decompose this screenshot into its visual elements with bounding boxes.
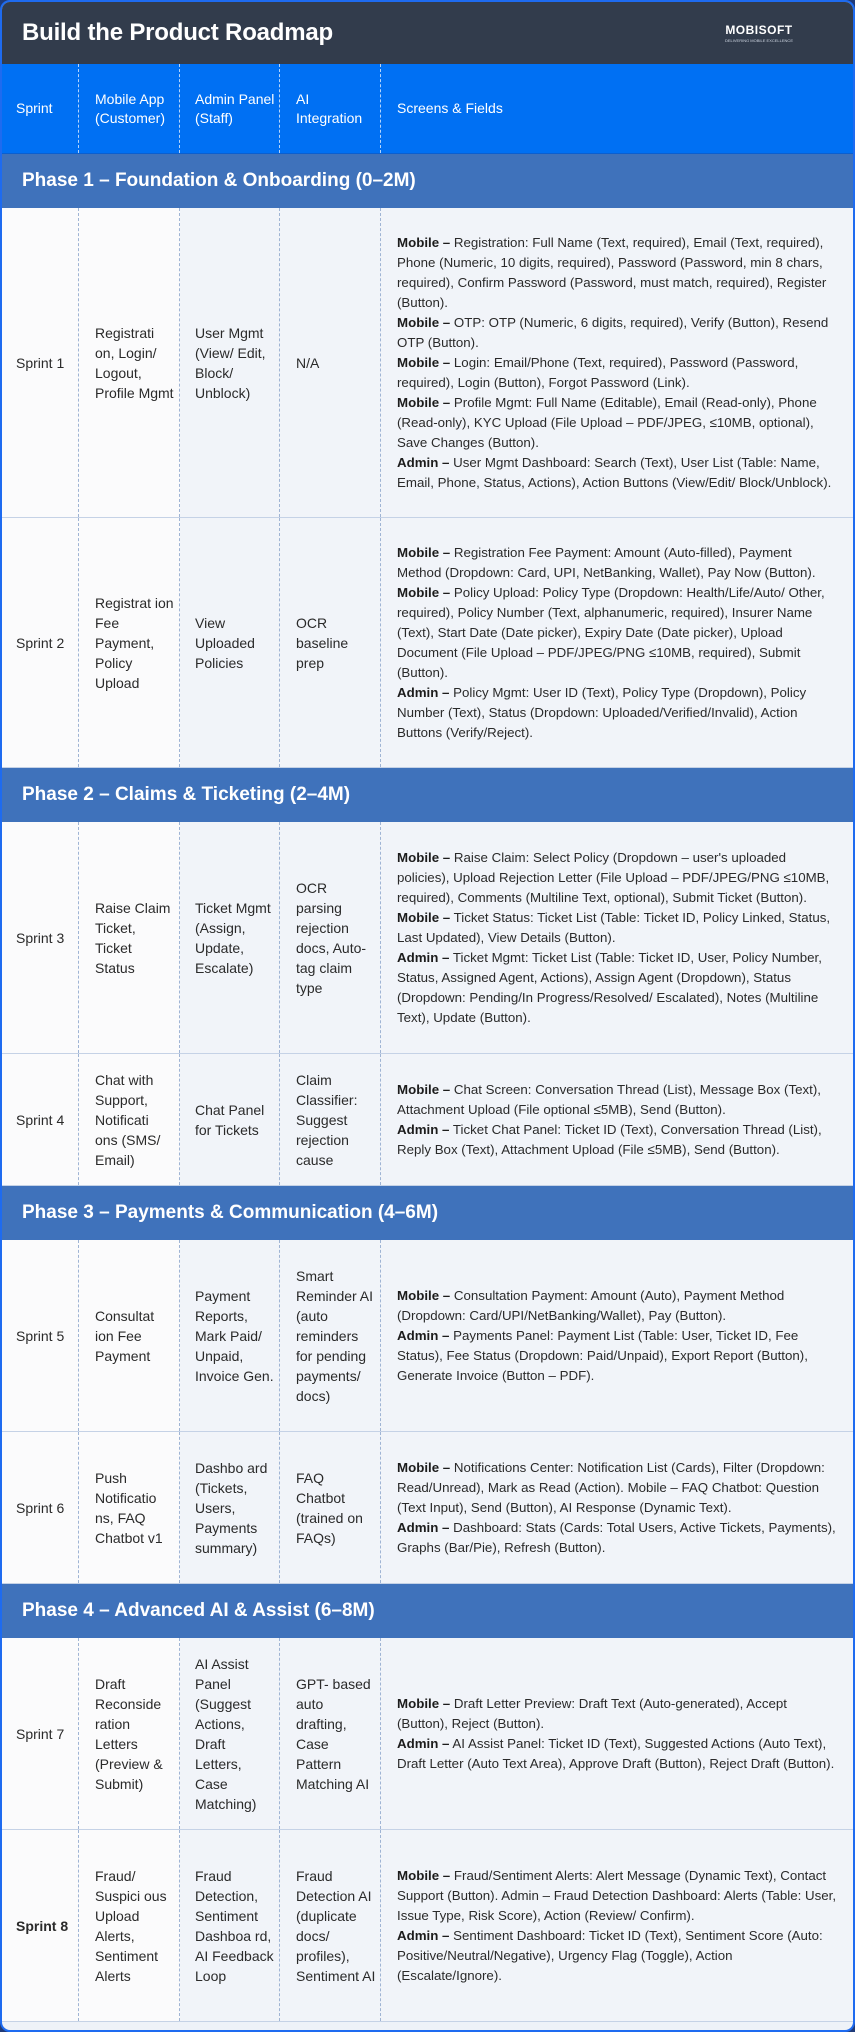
sprint-cell: [2, 518, 79, 767]
screen-spec-platform: Mobile –: [397, 394, 451, 410]
mobile-app-cell: [79, 1432, 180, 1583]
screen-spec-platform: Admin –: [397, 1519, 450, 1535]
screen-spec: [397, 1734, 839, 1774]
screen-spec-details: Draft Letter Preview: Draft Text (Auto-generated), Accept (Button), Reject (Button).: [397, 1695, 787, 1731]
sprint-cell: [2, 1638, 79, 1829]
screens-fields-cell: [381, 1432, 853, 1583]
screen-spec: [397, 1286, 839, 1326]
mobile-app-cell-text: Consultat ion Fee Payment: [95, 1307, 155, 1364]
screen-spec: [397, 313, 839, 353]
sprint-cell-text: Sprint 1: [16, 354, 65, 371]
mobile-app-cell: [79, 208, 180, 517]
screen-spec-platform: Admin –: [397, 1327, 450, 1343]
mobile-app-cell-text: Chat with Support, Notificati ons (SMS/ Email): [95, 1071, 161, 1168]
table-row: [2, 1432, 853, 1584]
screen-spec-details: Ticket Status: Ticket List (Table: Ticket ID, Policy Linked, Status, Last Updated), View Details (Button).: [397, 909, 831, 945]
sprint-cell-text: Sprint 5: [16, 1327, 65, 1344]
screen-spec: [397, 393, 839, 453]
admin-panel-cell: [180, 518, 280, 767]
screen-spec-platform: Admin –: [397, 1735, 450, 1751]
screen-spec-details: Notifications Center: Notification List (Cards), Filter (Dropdown: Read/Unread), Mark as Read (Action). Mobile – FAQ Chatbot: Question (Text Input), Send (Button), AI Response (Dynamic Text).: [397, 1459, 825, 1515]
screen-spec-platform: Mobile –: [397, 234, 451, 250]
mobile-app-cell-text: Registrati on, Login/ Logout, Profile Mgmt: [95, 324, 174, 401]
sprint-cell-text: Sprint 2: [16, 634, 65, 651]
admin-panel-cell: [180, 1054, 280, 1185]
screens-fields-text: [397, 1866, 839, 1986]
screen-spec-platform: Admin –: [397, 1121, 450, 1137]
ai-integration-cell: [280, 1830, 381, 2021]
screen-spec-platform: Mobile –: [397, 314, 451, 330]
phase-heading: Phase 2 – Claims & Ticketing (2–4M): [2, 768, 853, 822]
screen-spec: [397, 1120, 839, 1160]
sprint-cell: [2, 208, 79, 517]
screens-fields-text: [397, 1080, 839, 1160]
screen-spec: [397, 1866, 839, 1926]
admin-panel-cell: [180, 1240, 280, 1431]
admin-panel-cell-text: AI Assist Panel (Suggest Actions, Draft Letters, Case Matching): [195, 1655, 257, 1812]
table-row: [2, 208, 853, 518]
screen-spec-platform: Admin –: [397, 949, 450, 965]
screen-spec: [397, 453, 839, 493]
admin-panel-cell-text: Payment Reports, Mark Paid/ Unpaid, Invoice Gen.: [195, 1287, 274, 1384]
screen-spec: [397, 1694, 839, 1734]
admin-panel-cell: [180, 1638, 280, 1829]
admin-panel-cell-text: Fraud Detection, Sentiment Dashboa rd, AI Feedback Loop: [195, 1867, 274, 1984]
screen-spec: [397, 353, 839, 393]
admin-panel-cell-text: Ticket Mgmt (Assign, Update, Escalate): [195, 899, 271, 976]
sprint-cell: [2, 1054, 79, 1185]
brand-logo: [725, 23, 793, 43]
screen-spec-platform: Mobile –: [397, 909, 451, 925]
table-header: [2, 64, 853, 154]
screen-spec: [397, 1926, 839, 1986]
sprint-cell-text: Sprint 6: [16, 1499, 65, 1516]
ai-integration-cell: [280, 1432, 381, 1583]
header-admin-panel: Admin Panel (Staff): [180, 64, 280, 153]
screens-fields-cell: [381, 518, 853, 767]
screen-spec-platform: Mobile –: [397, 1695, 451, 1711]
title-bar: [2, 2, 853, 64]
admin-panel-cell: [180, 1830, 280, 2021]
screens-fields-cell: [381, 1240, 853, 1431]
table-row: [2, 518, 853, 768]
sprint-cell: [2, 1240, 79, 1431]
screens-fields-text: [397, 848, 839, 1028]
screen-spec-details: Consultation Payment: Amount (Auto), Payment Method (Dropdown: Card/UPI/NetBanking/Wallet), Pay (Button).: [397, 1287, 785, 1323]
table-row: [2, 1830, 853, 2022]
ai-integration-cell-text: OCR baseline prep: [296, 614, 349, 671]
ai-integration-cell-text: Fraud Detection AI (duplicate docs/ profiles), Sentiment AI: [296, 1867, 376, 1984]
screen-spec: [397, 1326, 839, 1386]
screen-spec: [397, 1518, 839, 1558]
table-row: [2, 1638, 853, 1830]
screen-spec-details: Raise Claim: Select Policy (Dropdown – user's uploaded policies), Upload Rejection Letter (File Upload – PDF/JPEG/PNG ≤10MB, required), Comments (Multiline Text, optional), Submit Ticket (Button).: [397, 849, 830, 905]
screen-spec-details: Dashboard: Stats (Cards: Total Users, Active Tickets, Payments), Graphs (Bar/Pie), Refresh (Button).: [397, 1519, 836, 1555]
admin-panel-cell-text: Chat Panel for Tickets: [195, 1101, 265, 1138]
mobile-app-cell: [79, 822, 180, 1053]
screen-spec-platform: Mobile –: [397, 1081, 451, 1097]
admin-panel-cell: [180, 1432, 280, 1583]
table-row: [2, 1240, 853, 1432]
screen-spec-details: Profile Mgmt: Full Name (Editable), Email (Read-only), Phone (Read-only), KYC Upload (File Upload – PDF/JPEG, ≤10MB, optional), Save Changes (Button).: [397, 394, 817, 450]
phase-heading: Phase 3 – Payments & Communication (4–6M): [2, 1186, 853, 1240]
screen-spec-platform: Admin –: [397, 454, 450, 470]
screens-fields-text: [397, 543, 839, 743]
ai-integration-cell: [280, 1054, 381, 1185]
admin-panel-cell-text: User Mgmt (View/ Edit, Block/ Unblock): [195, 324, 266, 401]
screens-fields-text: [397, 233, 839, 493]
sprint-cell-text: Sprint 3: [16, 929, 65, 946]
mobile-app-cell: [79, 1240, 180, 1431]
screen-spec-details: Sentiment Dashboard: Ticket ID (Text), Sentiment Score (Auto: Positive/Neutral/Negative), Urgency Flag (Toggle), Action (Escalate/Ignore).: [397, 1927, 823, 1983]
header-mobile-app: Mobile App (Customer): [79, 64, 180, 153]
screen-spec-platform: Mobile –: [397, 544, 451, 560]
ai-integration-cell: [280, 1638, 381, 1829]
screen-spec-platform: Mobile –: [397, 1867, 451, 1883]
logo-tagline: DELIVERING MOBILE EXCELLENCE: [724, 38, 793, 43]
table-row: [2, 822, 853, 1054]
screens-fields-text: [397, 1458, 839, 1558]
screens-fields-cell: [381, 208, 853, 517]
screen-spec-platform: Mobile –: [397, 354, 451, 370]
screen-spec-platform: Admin –: [397, 1927, 450, 1943]
screen-spec-details: Fraud/Sentiment Alerts: Alert Message (Dynamic Text), Contact Support (Button). Admin – Fraud Detection Dashboard: Alerts (Table: User, Issue Type, Risk Score), Action (Review/ Confirm).: [397, 1867, 837, 1923]
screen-spec: [397, 908, 839, 948]
ai-integration-cell: [280, 822, 381, 1053]
screen-spec-details: OTP: OTP (Numeric, 6 digits, required), Verify (Button), Resend OTP (Button).: [397, 314, 829, 350]
screen-spec-details: Ticket Mgmt: Ticket List (Table: Ticket ID, User, Policy Number, Status, Assigned Agent, Actions), Assign Agent (Dropdown), Status (Dropdown: Pending/In Progress/Resolved/ Escalated), Notes (Multiline Text), Update (Button).: [397, 949, 822, 1025]
admin-panel-cell-text: Dashbo ard (Tickets, Users, Payments summary): [195, 1459, 268, 1556]
screen-spec: [397, 683, 839, 743]
header-ai-integration: AI Integration: [280, 64, 381, 153]
screen-spec-details: Ticket Chat Panel: Ticket ID (Text), Conversation Thread (List), Reply Box (Text), Attachment Upload (File ≤5MB), Send (Button).: [397, 1121, 822, 1157]
admin-panel-cell-text: View Uploaded Policies: [195, 614, 255, 671]
sprint-cell-text: Sprint 7: [16, 1725, 65, 1742]
phase-heading: Phase 4 – Advanced AI & Assist (6–8M): [2, 1584, 853, 1638]
logo-word: MOBISOFT: [725, 23, 793, 37]
screens-fields-cell: [381, 1054, 853, 1185]
ai-integration-cell-text: Claim Classifier: Suggest rejection cause: [296, 1071, 358, 1168]
mobile-app-cell-text: Draft Reconside ration Letters (Preview & Submit): [95, 1675, 163, 1792]
screen-spec-platform: Mobile –: [397, 584, 451, 600]
ai-integration-cell-text: GPT- based auto drafting, Case Pattern Matching AI: [296, 1675, 371, 1792]
header-screens-fields: Screens & Fields: [397, 100, 503, 116]
screen-spec: [397, 1458, 839, 1518]
header-sprint: Sprint: [2, 64, 79, 153]
admin-panel-cell: [180, 822, 280, 1053]
ai-integration-cell-text: OCR parsing rejection docs, Auto-tag claim type: [296, 879, 367, 996]
screen-spec-platform: Mobile –: [397, 849, 451, 865]
screens-fields-text: [397, 1286, 839, 1386]
screens-fields-text: [397, 1694, 839, 1774]
mobile-app-cell-text: Fraud/ Suspici ous Upload Alerts, Sentiment Alerts: [95, 1867, 167, 1984]
mobile-app-cell-text: Registrat ion Fee Payment, Policy Upload: [95, 594, 174, 691]
sprint-cell: [2, 1830, 79, 2021]
ai-integration-cell: [280, 208, 381, 517]
screen-spec-details: Policy Mgmt: User ID (Text), Policy Type (Dropdown), Policy Number (Text), Status (Dropdown: Uploaded/Verified/Invalid), Action Buttons (Verify/Reject).: [397, 684, 807, 740]
admin-panel-cell: [180, 208, 280, 517]
ai-integration-cell-text: FAQ Chatbot (trained on FAQs): [296, 1469, 363, 1546]
sprint-cell: [2, 1432, 79, 1583]
screen-spec: [397, 233, 839, 313]
mobile-app-cell-text: Push Notificatio ns, FAQ Chatbot v1: [95, 1469, 163, 1546]
screen-spec-details: Login: Email/Phone (Text, required), Password (Password, required), Login (Button), Forgot Password (Link).: [397, 354, 799, 390]
mobile-app-cell: [79, 1054, 180, 1185]
page-title: Build the Product Roadmap: [22, 19, 334, 46]
ai-integration-cell-text: N/A: [296, 354, 320, 371]
ai-integration-cell: [280, 1240, 381, 1431]
mobile-app-cell-text: Raise Claim Ticket, Ticket Status: [95, 899, 171, 976]
screen-spec: [397, 848, 839, 908]
mobile-app-cell: [79, 1830, 180, 2021]
screens-fields-cell: [381, 1830, 853, 2021]
screen-spec: [397, 543, 839, 583]
phase-heading: Phase 1 – Foundation & Onboarding (0–2M): [2, 154, 853, 208]
screens-fields-cell: [381, 822, 853, 1053]
screen-spec-details: Payments Panel: Payment List (Table: User, Ticket ID, Fee Status), Fee Status (Dropdown: Paid/Unpaid), Export Report (Button), Generate Invoice (Button – PDF).: [397, 1327, 808, 1383]
screen-spec: [397, 948, 839, 1028]
screen-spec: [397, 583, 839, 683]
screen-spec-platform: Admin –: [397, 684, 450, 700]
screen-spec-platform: Mobile –: [397, 1459, 451, 1475]
screen-spec-platform: Mobile –: [397, 1287, 451, 1303]
screen-spec-details: User Mgmt Dashboard: Search (Text), User List (Table: Name, Email, Phone, Status, Actions), Action Buttons (View/Edit/ Block/Unblock).: [397, 454, 832, 490]
mobile-app-cell: [79, 1638, 180, 1829]
sprint-cell-text: Sprint 8: [16, 1917, 69, 1934]
screen-spec-details: Chat Screen: Conversation Thread (List), Message Box (Text), Attachment Upload (File optional ≤5MB), Send (Button).: [397, 1081, 821, 1117]
screen-spec-details: Registration Fee Payment: Amount (Auto-filled), Payment Method (Dropdown: Card, UPI, NetBanking, Wallet), Pay Now (Button).: [397, 544, 816, 580]
screens-fields-cell: [381, 1638, 853, 1829]
screen-spec: [397, 1080, 839, 1120]
mobile-app-cell: [79, 518, 180, 767]
table-row: [2, 1054, 853, 1186]
screen-spec-details: Registration: Full Name (Text, required), Email (Text, required), Phone (Numeric, 10 digits, required), Password (Password, min 8 chars, required), Confirm Password (Password, must match, required), Register (Button).: [397, 234, 827, 310]
screen-spec-details: Policy Upload: Policy Type (Dropdown: Health/Life/Auto/ Other, required), Policy Number (Text, alphanumeric, required), Insurer Name (Text), Start Date (Date picker), Expiry Date (Date picker), Upload Document (File Upload – PDF/JPEG/PNG ≤10MB, required), Submit (Button).: [397, 584, 825, 680]
screen-spec-details: AI Assist Panel: Ticket ID (Text), Suggested Actions (Auto Text), Draft Letter (Auto Text Area), Approve Draft (Button), Reject Draft (Button).: [397, 1735, 835, 1771]
ai-integration-cell: [280, 518, 381, 767]
sprint-cell: [2, 822, 79, 1053]
ai-integration-cell-text: Smart Reminder AI (auto reminders for pending payments/ docs): [296, 1267, 374, 1404]
table-body: [2, 154, 853, 2022]
sprint-cell-text: Sprint 4: [16, 1111, 65, 1128]
